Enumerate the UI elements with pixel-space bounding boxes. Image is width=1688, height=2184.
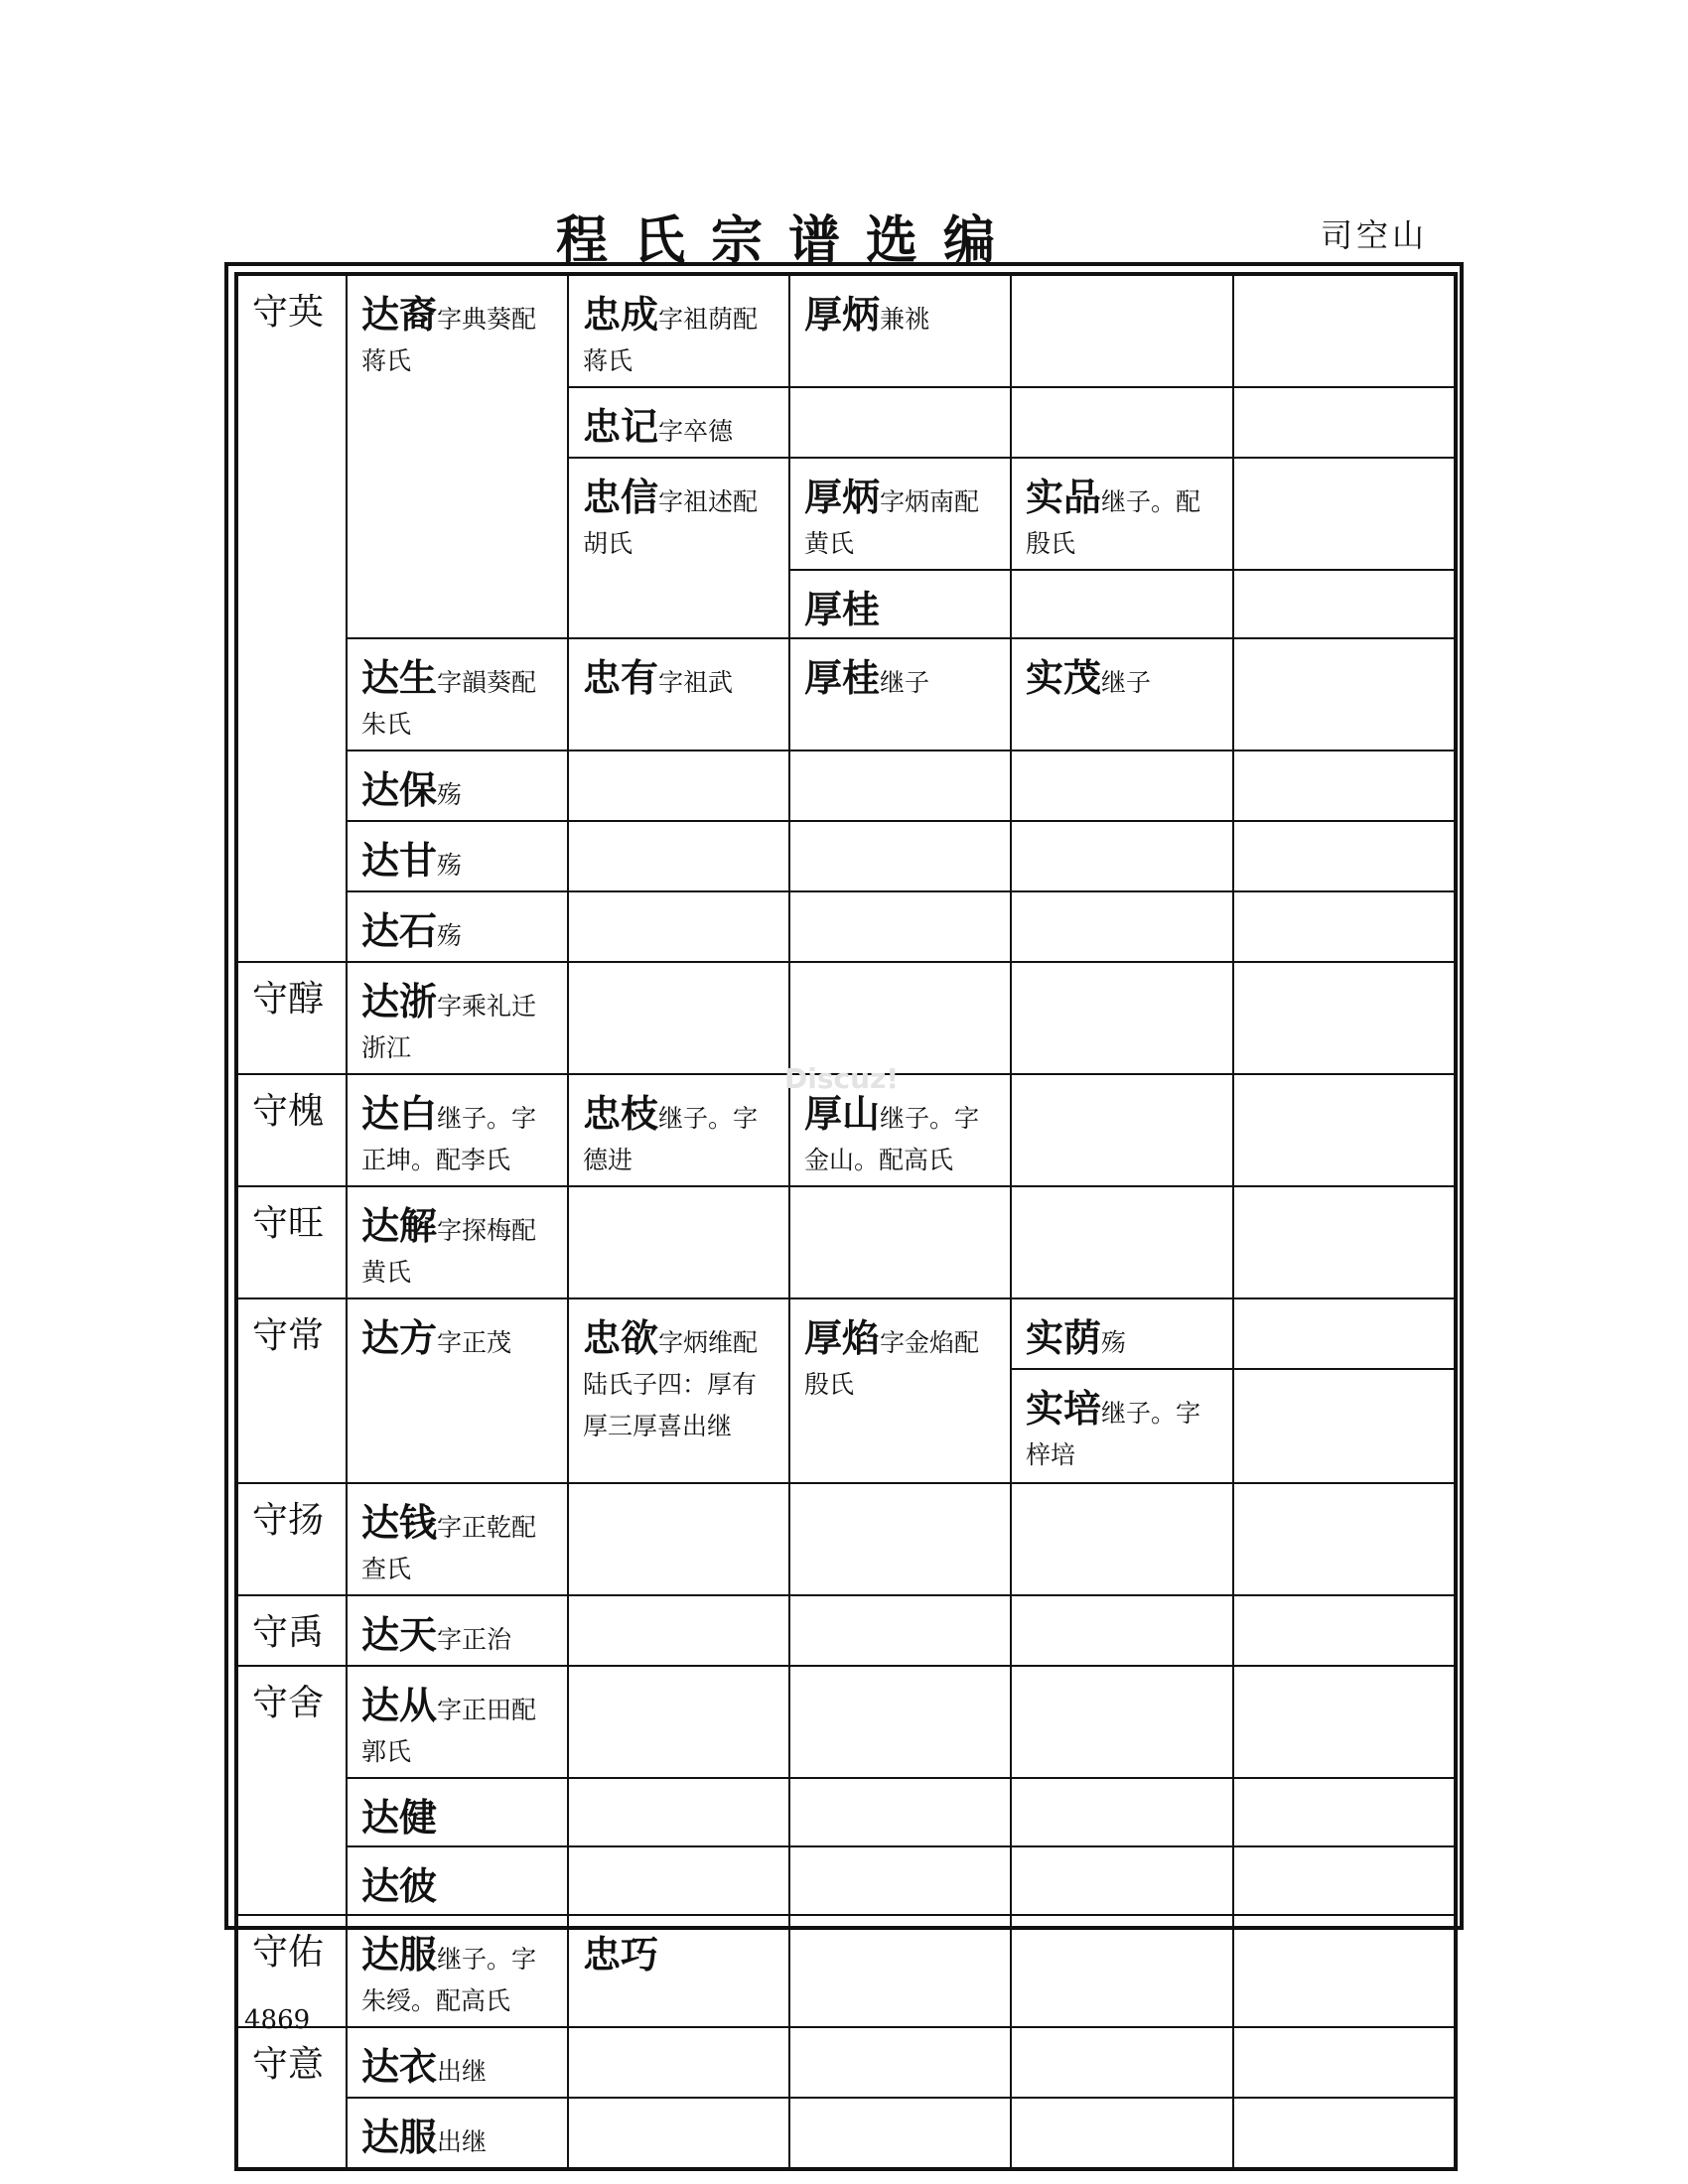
gen4-name: 厚桂: [804, 588, 881, 631]
gen2-cell: [347, 638, 568, 751]
table-row: [236, 1778, 1456, 1846]
gen5-cell: [1011, 1666, 1233, 1778]
gen2-name: 达浙: [361, 980, 438, 1024]
gen5-cell: [1011, 891, 1233, 962]
gen2-note: 殇: [437, 851, 463, 880]
gen2-name: 达方: [361, 1316, 438, 1360]
gen2-note: 字正乾配查氏: [361, 1513, 537, 1583]
gen2-name: 达裔: [361, 293, 438, 337]
gen4-name: 厚山: [804, 1092, 881, 1136]
gen3-name: 忠信: [583, 476, 659, 519]
gen2-note: 出继: [437, 2127, 488, 2156]
gen2-note: 字韻葵配朱氏: [361, 668, 537, 739]
gen3-note: 字炳维配陆氏子四：厚有厚三厚喜出继: [583, 1328, 759, 1440]
table-row: [236, 891, 1456, 962]
gen5-cell: [1011, 1595, 1233, 1666]
gen2-cell: [347, 1298, 568, 1483]
gen3-note: 字卒德: [658, 417, 734, 446]
gen4-cell: [789, 1186, 1011, 1298]
gen2-cell: [347, 821, 568, 891]
gen4-name: 厚炳: [804, 476, 881, 519]
gen2-cell: [347, 751, 568, 821]
gen5-cell: [1011, 1074, 1233, 1186]
gen1-cell: 守舍: [236, 1666, 347, 1915]
table-row: [236, 751, 1456, 821]
gen2-cell: [347, 1666, 568, 1778]
gen3-name: 忠巧: [583, 1933, 659, 1977]
gen2-name: 达衣: [361, 2045, 438, 2089]
gen1-cell: 守醇: [236, 962, 347, 1074]
gen5-cell: [1011, 1369, 1233, 1483]
gen6-cell: [1233, 638, 1456, 751]
gen3-cell: [568, 1186, 789, 1298]
gen6-cell: [1233, 458, 1456, 570]
gen3-cell: [568, 1483, 789, 1595]
table-row: [236, 1846, 1456, 1915]
gen2-cell: [347, 2098, 568, 2169]
genealogy-table: [234, 272, 1458, 2171]
gen2-note: 字典葵配蒋氏: [361, 305, 537, 375]
gen3-cell: [568, 638, 789, 751]
gen2-cell: [347, 1595, 568, 1666]
gen2-name: 达甘: [361, 839, 438, 883]
gen5-cell: [1011, 638, 1233, 751]
gen2-name: 达解: [361, 1204, 438, 1248]
gen6-cell: [1233, 1298, 1456, 1369]
gen3-name: 忠欲: [583, 1316, 659, 1360]
gen1-cell: 守英: [236, 274, 347, 962]
gen3-cell: [568, 751, 789, 821]
gen4-note: 继子: [880, 668, 930, 697]
gen6-cell: [1233, 1186, 1456, 1298]
gen5-cell: [1011, 458, 1233, 570]
gen3-cell: [568, 387, 789, 458]
gen5-note: 继子: [1101, 668, 1152, 697]
gen2-note: 出继: [437, 2057, 488, 2086]
gen2-cell: [347, 1846, 568, 1915]
gen2-note: 殇: [437, 921, 463, 950]
gen4-cell: [789, 1298, 1011, 1483]
gen2-note: 字探梅配黄氏: [361, 1216, 537, 1287]
gen3-cell: [568, 891, 789, 962]
gen3-cell: [568, 1915, 789, 2027]
gen5-cell: [1011, 1298, 1233, 1369]
gen5-cell: [1011, 570, 1233, 638]
place-label: 司空山: [1321, 216, 1429, 254]
gen6-cell: [1233, 1369, 1456, 1483]
gen4-name: 厚桂: [804, 656, 881, 700]
gen4-cell: [789, 2098, 1011, 2169]
page-title: 程氏宗谱选编: [556, 211, 1022, 271]
gen6-cell: [1233, 751, 1456, 821]
gen4-cell: [789, 458, 1011, 570]
gen3-cell: [568, 2098, 789, 2169]
gen2-name: 达生: [361, 656, 438, 700]
gen5-note: 继子。字梓培: [1026, 1399, 1201, 1469]
gen2-name: 达彼: [361, 1864, 438, 1908]
gen2-note: 殇: [437, 780, 463, 809]
gen2-cell: [347, 274, 568, 638]
table-row: [236, 1666, 1456, 1778]
gen2-name: 达白: [361, 1092, 438, 1136]
gen2-cell: [347, 1074, 568, 1186]
gen2-note: 字正治: [437, 1625, 512, 1654]
gen3-cell: [568, 1298, 789, 1483]
gen3-cell: [568, 274, 789, 387]
gen5-cell: [1011, 387, 1233, 458]
table-row: [236, 1186, 1456, 1298]
gen2-cell: [347, 962, 568, 1074]
gen4-note: 兼祧: [880, 305, 930, 334]
gen6-cell: [1233, 2098, 1456, 2169]
gen4-cell: [789, 1595, 1011, 1666]
gen5-cell: [1011, 751, 1233, 821]
gen5-cell: [1011, 962, 1233, 1074]
gen2-note: 继子。字正坤。配李氏: [361, 1104, 537, 1174]
gen4-cell: [789, 1483, 1011, 1595]
gen6-cell: [1233, 1915, 1456, 2027]
gen2-cell: [347, 2027, 568, 2098]
gen4-note: 字金焰配殷氏: [804, 1328, 980, 1399]
gen1-cell: 守槐: [236, 1074, 347, 1186]
gen3-name: 忠有: [583, 656, 659, 700]
gen3-cell: [568, 962, 789, 1074]
table-row: [236, 1595, 1456, 1666]
gen3-cell: [568, 458, 789, 638]
gen5-name: 实品: [1026, 476, 1102, 519]
gen3-note: 字祖述配胡氏: [583, 487, 759, 558]
gen4-note: 字炳南配黄氏: [804, 487, 980, 558]
gen3-name: 忠记: [583, 405, 659, 449]
gen1-cell: 守禹: [236, 1595, 347, 1666]
gen5-note: 继子。配殷氏: [1026, 487, 1201, 558]
gen2-name: 达石: [361, 909, 438, 953]
gen2-note: 继子。字朱绶。配高氏: [361, 1945, 537, 2015]
gen2-name: 达保: [361, 768, 438, 812]
gen4-cell: [789, 962, 1011, 1074]
gen4-name: 厚焰: [804, 1316, 881, 1360]
gen1-cell: 守扬: [236, 1483, 347, 1595]
gen5-name: 实茂: [1026, 656, 1102, 700]
gen5-cell: [1011, 2098, 1233, 2169]
gen6-cell: [1233, 570, 1456, 638]
watermark: Discuz!: [784, 1062, 900, 1095]
gen6-cell: [1233, 1666, 1456, 1778]
gen2-note: 字乘礼迁浙江: [361, 992, 537, 1062]
gen4-cell: [789, 1778, 1011, 1846]
page-number: 4869: [244, 2005, 311, 2035]
gen1-cell: 守意: [236, 2027, 347, 2169]
gen2-cell: [347, 1483, 568, 1595]
gen4-cell: [789, 1915, 1011, 2027]
table-row: [236, 638, 1456, 751]
gen3-note: 字祖荫配蒋氏: [583, 305, 759, 375]
gen5-name: 实培: [1026, 1387, 1102, 1431]
gen5-cell: [1011, 1483, 1233, 1595]
gen6-cell: [1233, 1846, 1456, 1915]
gen4-cell: [789, 274, 1011, 387]
gen3-cell: [568, 1666, 789, 1778]
table-row: [236, 274, 1456, 387]
gen2-name: 达健: [361, 1796, 438, 1840]
gen5-cell: [1011, 1846, 1233, 1915]
gen4-cell: [789, 821, 1011, 891]
gen4-cell: [789, 1666, 1011, 1778]
gen6-cell: [1233, 1778, 1456, 1846]
gen4-cell: [789, 2027, 1011, 2098]
gen4-cell: [789, 1846, 1011, 1915]
gen5-note: 殇: [1101, 1328, 1127, 1357]
gen2-name: 达服: [361, 1933, 438, 1977]
gen4-cell: [789, 638, 1011, 751]
gen4-cell: [789, 387, 1011, 458]
gen2-note: 字正田配郭氏: [361, 1696, 537, 1766]
gen5-name: 实荫: [1026, 1316, 1102, 1360]
gen2-cell: [347, 891, 568, 962]
gen3-note: 字祖武: [658, 668, 734, 697]
gen3-cell: [568, 1846, 789, 1915]
gen5-cell: [1011, 274, 1233, 387]
gen3-cell: [568, 2027, 789, 2098]
table-row: [236, 1483, 1456, 1595]
gen5-cell: [1011, 1186, 1233, 1298]
gen3-cell: [568, 1074, 789, 1186]
gen2-cell: [347, 1778, 568, 1846]
gen2-cell: [347, 1186, 568, 1298]
gen6-cell: [1233, 1595, 1456, 1666]
gen3-note: 继子。字德进: [583, 1104, 759, 1174]
gen2-note: 字正茂: [437, 1328, 512, 1357]
gen2-name: 达天: [361, 1613, 438, 1657]
table-row: [236, 1298, 1456, 1369]
gen4-cell: [789, 751, 1011, 821]
table-row: [236, 2098, 1456, 2169]
gen1-cell: 守佑: [236, 1915, 347, 2027]
gen2-name: 达从: [361, 1684, 438, 1727]
gen6-cell: [1233, 1483, 1456, 1595]
gen6-cell: [1233, 962, 1456, 1074]
gen2-name: 达钱: [361, 1501, 438, 1545]
gen1-cell: 守常: [236, 1298, 347, 1483]
gen2-name: 达服: [361, 2116, 438, 2159]
gen5-cell: [1011, 2027, 1233, 2098]
gen5-cell: [1011, 1778, 1233, 1846]
gen6-cell: [1233, 1074, 1456, 1186]
gen5-cell: [1011, 821, 1233, 891]
gen4-name: 厚炳: [804, 293, 881, 337]
gen4-note: 继子。字金山。配高氏: [804, 1104, 980, 1174]
gen6-cell: [1233, 2027, 1456, 2098]
table-row: [236, 1915, 1456, 2027]
gen3-cell: [568, 1595, 789, 1666]
gen6-cell: [1233, 387, 1456, 458]
gen4-cell: [789, 891, 1011, 962]
gen3-cell: [568, 1778, 789, 1846]
gen2-cell: [347, 1915, 568, 2027]
table-row: [236, 2027, 1456, 2098]
gen6-cell: [1233, 821, 1456, 891]
table-row: [236, 962, 1456, 1074]
gen4-cell: [789, 570, 1011, 638]
gen6-cell: [1233, 891, 1456, 962]
gen3-cell: [568, 821, 789, 891]
gen1-cell: 守旺: [236, 1186, 347, 1298]
table-row: [236, 821, 1456, 891]
gen6-cell: [1233, 274, 1456, 387]
gen5-cell: [1011, 1915, 1233, 2027]
gen3-name: 忠枝: [583, 1092, 659, 1136]
gen3-name: 忠成: [583, 293, 659, 337]
